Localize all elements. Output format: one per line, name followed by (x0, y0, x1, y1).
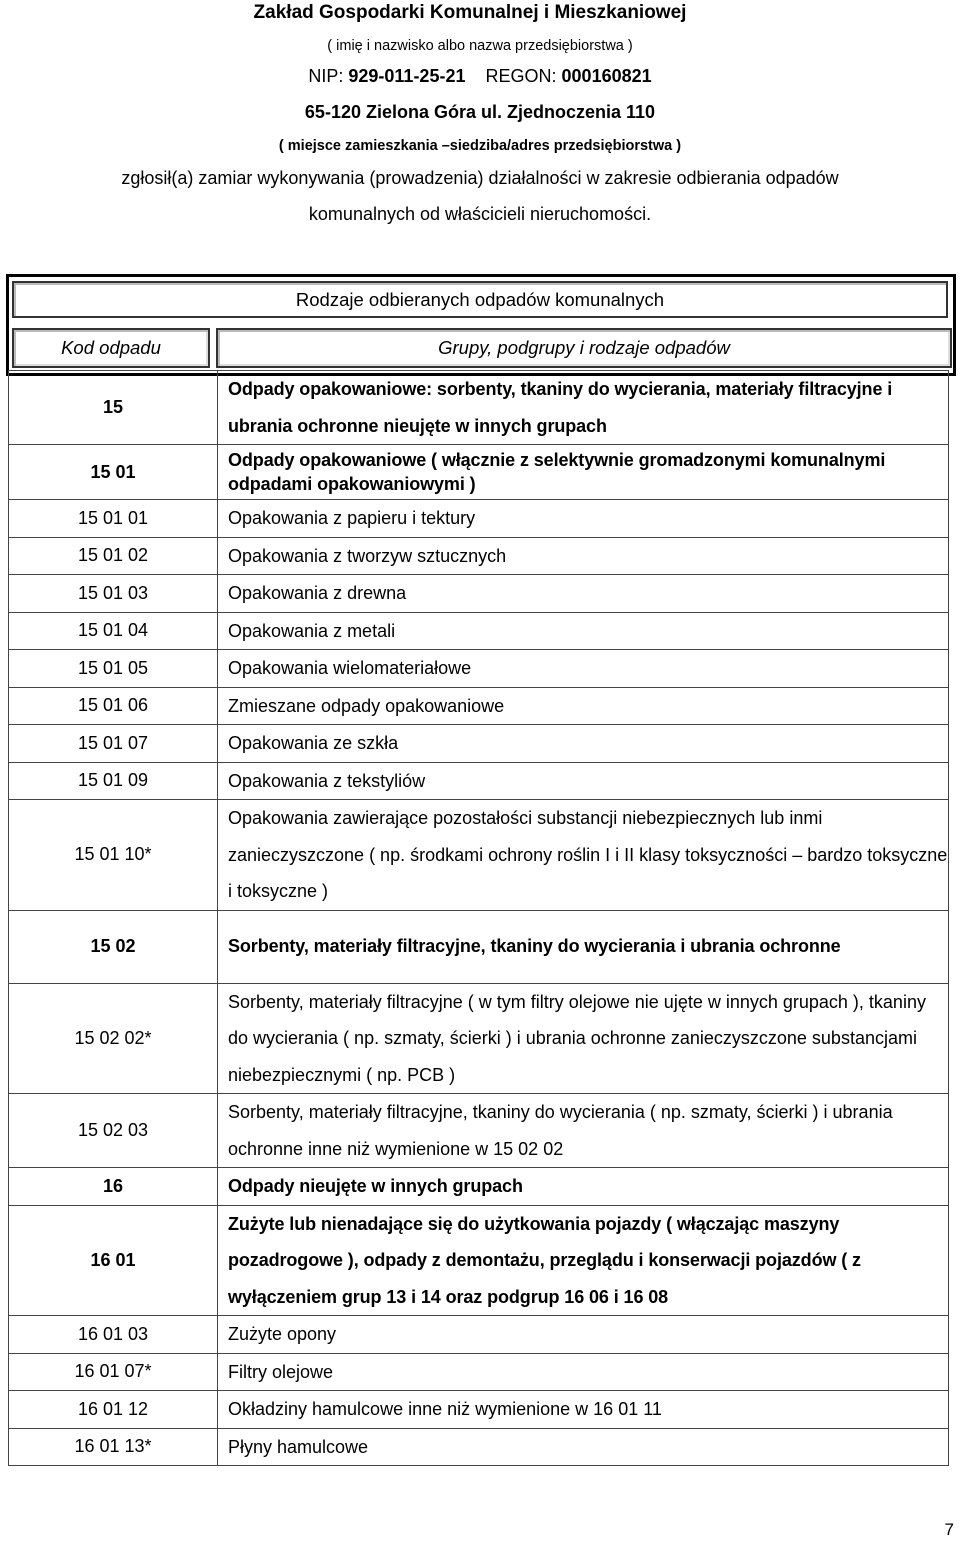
table-row (9, 371, 949, 445)
table-row (9, 687, 949, 725)
waste-description: Sorbenty, materiały filtracyjne ( w tym filtry olejowe nie ujęte w innych grupach ), tkaniny do wycierania ( np. szmaty, ścierki ) i ubrania ochronne zanieczyszczone substancjami niebezpiecznymi ( np. PCB ) (218, 983, 949, 1094)
waste-description: Opakowania z papieru i tektury (218, 500, 949, 538)
waste-description: Odpady opakowaniowe: sorbenty, tkaniny do wycierania, materiały filtracyjne i ubrania ochronne nieujęte w innych grupach (218, 371, 949, 445)
waste-code: 15 01 (9, 445, 218, 500)
table-title: Rodzaje odbieranych odpadów komunalnych (12, 281, 948, 318)
declaration-line-1: zgłosił(a) zamiar wykonywania (prowadzenia) działalności w zakresie odbierania odpadów (121, 168, 839, 188)
declaration-line-2: komunalnych od właścicieli nieruchomości. (308, 204, 652, 224)
table-row (9, 1391, 949, 1429)
table-row (9, 1316, 949, 1354)
waste-description: Sorbenty, materiały filtracyjne, tkaniny do wycierania i ubrania ochronne (218, 910, 949, 983)
column-header-code: Kod odpadu (12, 328, 210, 368)
table-row (9, 1205, 949, 1316)
table-row (9, 800, 949, 911)
waste-description: Okładziny hamulcowe inne niż wymienione w 16 01 11 (218, 1391, 949, 1429)
waste-code: 15 (9, 371, 218, 445)
waste-code: 15 01 06 (9, 687, 218, 725)
waste-codes-table (8, 370, 949, 1466)
waste-description: Opakowania z tekstyliów (218, 762, 949, 800)
waste-description: Opakowania zawierające pozostałości substancji niebezpiecznych lub inmi zanieczyszczone ( np. środkami ochrony roślin I i II klasy toksyczności – bardzo toksyczne i toksyczne ) (218, 800, 949, 911)
waste-description: Sorbenty, materiały filtracyjne, tkaniny do wycierania ( np. szmaty, ścierki ) i ubrania ochronne inne niż wymienione w 15 02 02 (218, 1094, 949, 1168)
table-row (9, 725, 949, 763)
table-row (9, 650, 949, 688)
table-row (9, 1168, 949, 1206)
table-row (9, 910, 949, 983)
company-address: 65-120 Zielona Góra ul. Zjednoczenia 110 (304, 102, 656, 122)
nip-label: NIP: (308, 66, 344, 86)
waste-description: Opakowania z tworzyw sztucznych (218, 537, 949, 575)
nip-value: 929-011-25-21 (348, 66, 466, 86)
waste-code: 15 02 02* (9, 983, 218, 1094)
table-row (9, 537, 949, 575)
waste-code: 15 01 03 (9, 575, 218, 613)
regon-value: 000160821 (561, 66, 652, 86)
table-row (9, 445, 949, 500)
waste-description: Odpady opakowaniowe ( włącznie z selektywnie gromadzonymi komunalnymi odpadami opakowaniowymi ) (218, 445, 949, 500)
waste-code: 16 01 07* (9, 1353, 218, 1391)
waste-code: 16 01 13* (9, 1428, 218, 1466)
table-row (9, 500, 949, 538)
table-row (9, 612, 949, 650)
waste-code: 16 01 03 (9, 1316, 218, 1354)
waste-description: Opakowania wielomateriałowe (218, 650, 949, 688)
waste-code: 15 02 (9, 910, 218, 983)
waste-code: 15 01 01 (9, 500, 218, 538)
table-row (9, 762, 949, 800)
waste-description: Zużyte opony (218, 1316, 949, 1354)
company-name-caption: ( imię i nazwisko albo nazwa przedsiębiorstwa ) (327, 38, 633, 54)
table-row (9, 983, 949, 1094)
table-row (9, 1353, 949, 1391)
waste-code: 16 01 (9, 1205, 218, 1316)
waste-description: Filtry olejowe (218, 1353, 949, 1391)
waste-code: 15 01 04 (9, 612, 218, 650)
waste-description: Opakowania z drewna (218, 575, 949, 613)
page-number: 7 (944, 1520, 954, 1539)
waste-code: 16 01 12 (9, 1391, 218, 1429)
waste-description: Zużyte lub nienadające się do użytkowania pojazdy ( włączając maszyny pozadrogowe ), odpady z demontażu, przeglądu i konserwacji pojazdów ( z wyłączeniem grup 13 i 14 oraz podgrup 16 06 i 16 08 (218, 1205, 949, 1316)
waste-description: Zmieszane odpady opakowaniowe (218, 687, 949, 725)
waste-code: 15 01 07 (9, 725, 218, 763)
table-row (9, 1428, 949, 1466)
waste-description: Opakowania ze szkła (218, 725, 949, 763)
table-row (9, 1094, 949, 1168)
company-name: Zakład Gospodarki Komunalnej i Mieszkaniowej (253, 2, 687, 23)
waste-description: Opakowania z metali (218, 612, 949, 650)
waste-code: 15 01 09 (9, 762, 218, 800)
waste-description: Odpady nieujęte w innych grupach (218, 1168, 949, 1206)
address-caption: ( miejsce zamieszkania –siedziba/adres przedsiębiorstwa ) (278, 138, 682, 154)
column-header-description: Grupy, podgrupy i rodzaje odpadów (216, 328, 952, 368)
tax-ids (0, 66, 960, 87)
waste-code: 15 01 05 (9, 650, 218, 688)
waste-code: 15 01 10* (9, 800, 218, 911)
waste-description: Płyny hamulcowe (218, 1428, 949, 1466)
waste-code: 15 01 02 (9, 537, 218, 575)
waste-code: 15 02 03 (9, 1094, 218, 1168)
table-row (9, 575, 949, 613)
waste-code: 16 (9, 1168, 218, 1206)
regon-label: REGON: (485, 66, 557, 86)
